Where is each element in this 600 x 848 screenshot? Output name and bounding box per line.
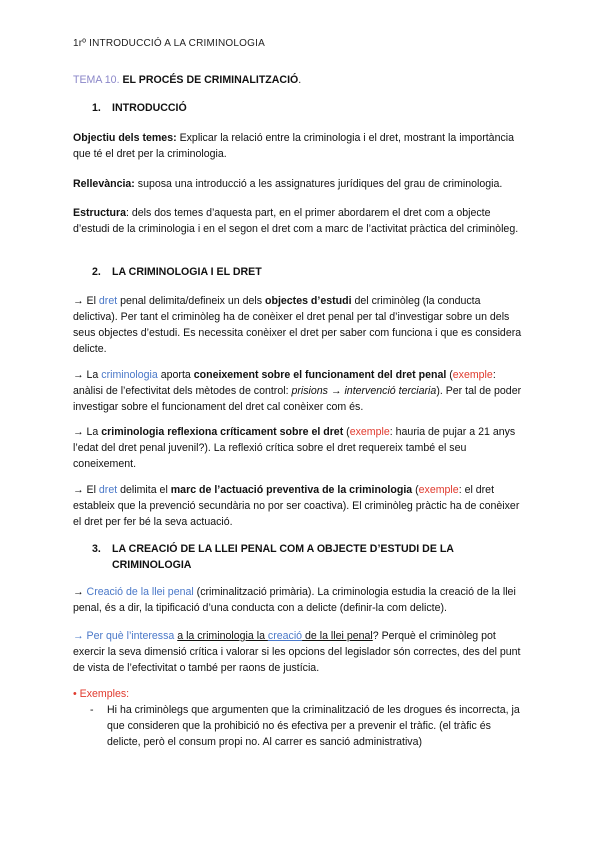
section-heading-3: [92, 541, 502, 573]
paragraph-marc-preventiu: [73, 482, 525, 530]
text-run: ). Per tal de poder investigar sobre el funcionament del dret cal conèixer com és.: [73, 385, 522, 413]
section-number: 1.: [92, 102, 101, 114]
underline-run: a la criminologia la: [177, 630, 268, 642]
estructura-text: : dels dos temes d’aquesta part, en el primer abordarem el dret com a objecte d’estudi de la criminologia i en el segon el dret com a marc de l’activitat pràctica del criminòleg.: [73, 207, 519, 235]
example-label: exemple: [452, 369, 493, 381]
paragraph-per-que: [73, 628, 525, 676]
text-run: del criminòleg (la conducta delictiva). Per tant el criminòleg ha de conèixer el dret penal per tal d’investigar sobre un dels seus objectes d’estudi. Es necessita conèixer el dret per saber com funciona i que es considera delicte.: [73, 295, 522, 355]
example-label: exemple: [349, 426, 390, 438]
paragraph-dret-objectes: [73, 293, 525, 357]
paragraph-criminologia-coneixement: [73, 367, 525, 415]
text-run: : el dret estableix que la prevenció secundària no por ser coactiva). El criminòleg pràctic ha de conèixer el dret per fer bé la seva actuació.: [73, 484, 520, 528]
rellevancia-label: Rellevància:: [73, 178, 135, 190]
text-run: →: [73, 586, 87, 598]
bold-run: objectes d’estudi: [265, 295, 352, 307]
list-item-text: Hi ha criminòlegs que argumenten que la criminalització de les drogues és incorrecta, ja que consideren que la prohibició no és efectiva per a prevenir el tràfic. (el tràfic és delicte, però el consum propi no. Al carrer es sanció administrativa): [107, 704, 520, 748]
text-run: (criminalització primària). La criminologia estudia la creació de la llei penal, és a dir, la tipificació d’una conducta con a delicte (definir-la com delicte).: [73, 586, 516, 614]
highlight-criminologia: criminologia: [101, 369, 158, 381]
underline-creacio: creació: [267, 630, 303, 642]
section-title: INTRODUCCIÓ: [112, 102, 187, 114]
estructura-label: Estructura: [73, 207, 126, 219]
bold-run: marc de l’actuació preventiva de la criminologia: [170, 484, 413, 496]
highlight-dret: dret: [98, 484, 118, 496]
section-number: 2.: [92, 266, 101, 278]
text-run: → La: [73, 426, 102, 438]
list-dash: -: [90, 704, 94, 716]
highlight-dret: dret: [98, 295, 118, 307]
italic-run: prisions → intervenció terciaria: [291, 385, 437, 397]
text-run: : anàlisi de l’efectivitat dels mètodes de control:: [73, 369, 496, 397]
bold-run: coneixement sobre el funcionament del dret penal: [193, 369, 447, 381]
examples-label: • Exemples:: [73, 688, 130, 700]
highlight-creacio: Creació de la llei penal: [86, 586, 194, 598]
paragraph-reflexio-critica: [73, 424, 525, 472]
section-heading-1: [92, 100, 502, 116]
text-run: : hauria de pujar a 21 anys l’edat del dret penal juvenil?). La reflexió crítica sobre el dret requereix també el seu coneixement.: [73, 426, 516, 470]
objectiu-label: Objectiu dels temes:: [73, 132, 177, 144]
rellevancia-text: suposa una introducció a les assignatures jurídiques del grau de criminologia.: [134, 178, 503, 190]
text-run: delimita el: [117, 484, 171, 496]
text-run: penal delimita/defineix un dels: [117, 295, 265, 307]
topic-name: EL PROCÉS DE CRIMINALITZACIÓ: [122, 74, 299, 86]
section-number: 3.: [92, 543, 101, 555]
text-run: (: [343, 426, 350, 438]
topic-end: .: [298, 74, 302, 86]
underline-run: de la llei penal: [302, 630, 373, 642]
section-heading-2: [92, 264, 502, 280]
text-run: → La: [73, 369, 102, 381]
objectiu-paragraph: [73, 130, 525, 162]
example-label: exemple: [418, 484, 459, 496]
objectiu-text: Explicar la relació entre la criminologia i el dret, mostrant la importància que té el dret per la criminologia.: [73, 132, 515, 160]
topic-label: TEMA 10.: [73, 74, 120, 86]
estructura-paragraph: [73, 205, 525, 237]
text-run: → El: [73, 295, 99, 307]
rellevancia-paragraph: [73, 176, 525, 192]
text-run: (: [446, 369, 453, 381]
text-run: ? Perquè el criminòleg pot exercir la seva dimensió crítica i valorar si les opcions del legislador són correctes, des del punt de vista de l’efectivitat o també per raons de justícia.: [73, 630, 521, 674]
paragraph-creacio-llei: [73, 584, 525, 616]
section-title: LA CREACIÓ DE LA LLEI PENAL COM A OBJECTE D’ESTUDI DE LA CRIMINOLOGIA: [112, 543, 454, 571]
topic-title: [73, 72, 301, 88]
page-header: 1rº INTRODUCCIÓ A LA CRIMINOLOGIA: [73, 38, 265, 49]
text-run: → El: [73, 484, 99, 496]
section-title: LA CRIMINOLOGIA I EL DRET: [112, 266, 262, 278]
text-run: (: [412, 484, 419, 496]
text-run: aporta: [157, 369, 194, 381]
question-run: → Per què l’interessa: [73, 630, 178, 642]
bold-run: criminologia reflexiona críticament sobre el dret: [101, 426, 344, 438]
